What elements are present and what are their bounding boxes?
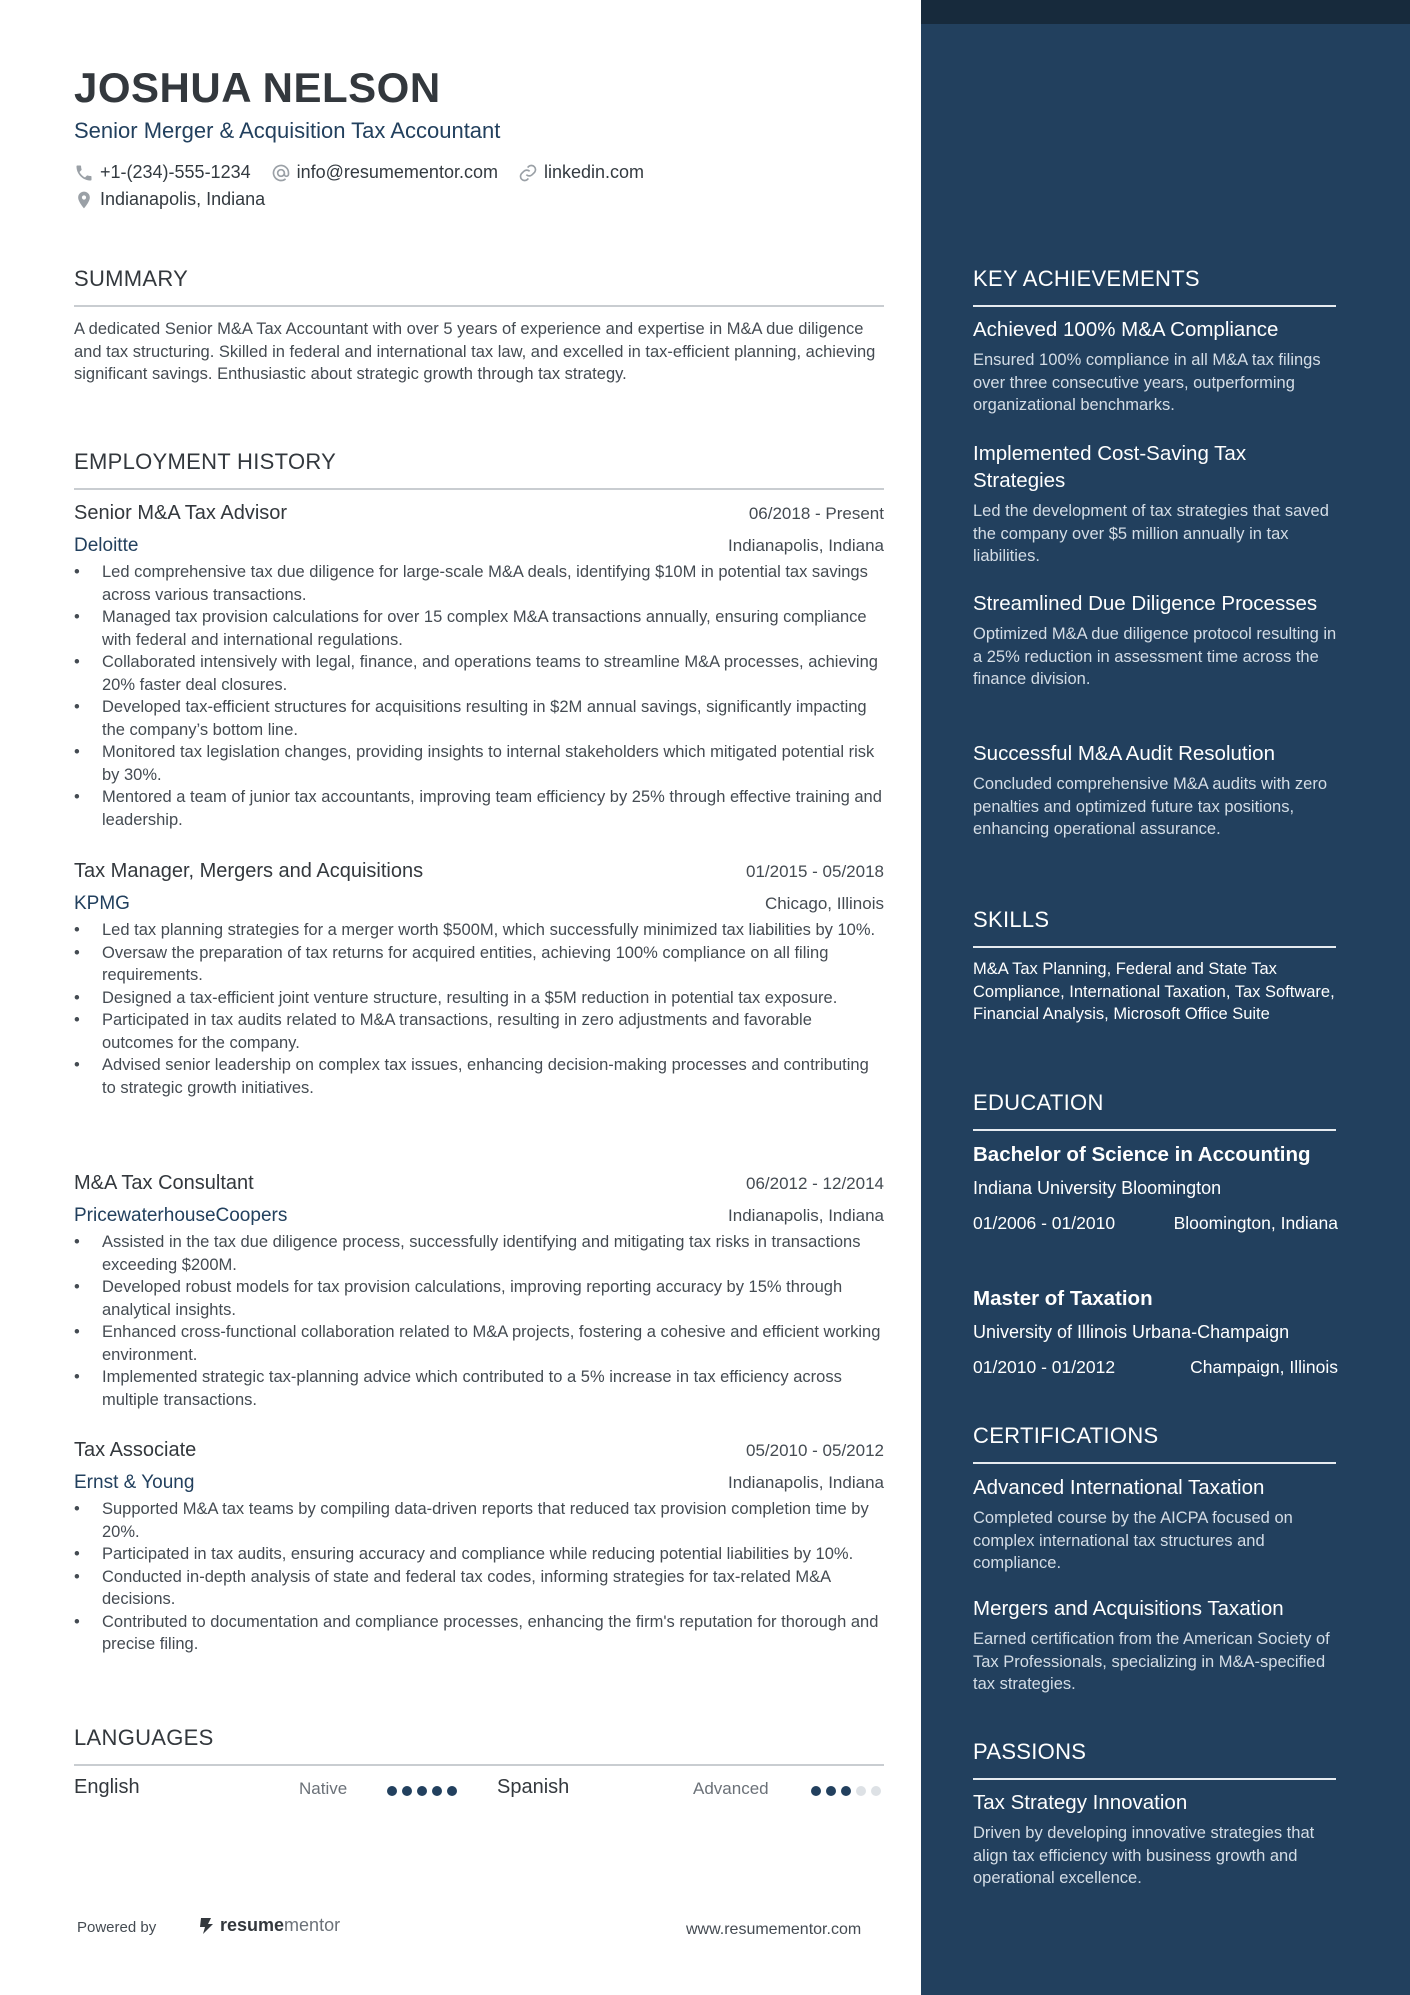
- job-date: 05/2010 - 05/2012: [745, 1441, 884, 1460]
- job-bullet: • Developed tax-efficient structures for acquisitions resulting in $2M annual savings, significantly impacting the company’s bottom line.: [74, 696, 884, 741]
- certifications-title: CERTIFICATIONS: [973, 1423, 1159, 1448]
- rating-dot-filled: [841, 1786, 851, 1796]
- certification-item: [973, 1595, 1338, 1696]
- rating-dot-filled: [447, 1786, 457, 1796]
- job-location: Indianapolis, Indiana: [728, 1473, 884, 1492]
- education-date: 01/2006 - 01/2010: [973, 1213, 1116, 1233]
- education-item: [973, 1141, 1338, 1234]
- job-bullet: • Collaborated intensively with legal, finance, and operations teams to streamline M&A processes, achieving 20% faster deal closures.: [74, 651, 884, 696]
- rating-dot-filled: [811, 1786, 821, 1796]
- job-company: KPMG: [74, 893, 130, 914]
- education-title: EDUCATION: [973, 1090, 1104, 1115]
- email-contact[interactable]: [271, 162, 498, 183]
- passion-item: [973, 1789, 1338, 1890]
- at-icon: [271, 163, 291, 183]
- skills-text: M&A Tax Planning, Federal and State Tax Compliance, International Taxation, Tax Software, Financial Analysis, Microsoft Office Suite: [973, 960, 1335, 1023]
- languages-title: LANGUAGES: [74, 1725, 214, 1750]
- achievement-text: Concluded comprehensive M&A audits with zero penalties and optimized future tax positions, enhancing operational assurance.: [973, 775, 1328, 838]
- linkedin-contact[interactable]: [518, 162, 644, 183]
- achievement-item: [973, 740, 1338, 841]
- job-company: PricewaterhouseCoopers: [74, 1205, 288, 1226]
- rating-dot-empty: [856, 1786, 866, 1796]
- certification-head: Advanced International Taxation: [973, 1476, 1265, 1499]
- rating-dot-empty: [871, 1786, 881, 1796]
- job-bullet: • Implemented strategic tax-planning advice which contributed to a 5% increase in tax efficiency across multiple transactions.: [74, 1366, 884, 1411]
- job-company: Deloitte: [74, 535, 139, 556]
- job-date: 06/2012 - 12/2014: [745, 1174, 884, 1193]
- achievements-title: KEY ACHIEVEMENTS: [973, 266, 1200, 291]
- education-divider: [973, 1129, 1336, 1131]
- job-entry: [74, 1172, 884, 1411]
- passions-title: PASSIONS: [973, 1739, 1087, 1764]
- location-text: Indianapolis, Indiana: [100, 189, 266, 209]
- job-bullets: [74, 919, 884, 1099]
- language-level: Advanced: [693, 1779, 769, 1798]
- summary-divider: [74, 305, 884, 307]
- achievement-text: Optimized M&A due diligence protocol resulting in a 25% reduction in assessment time across the finance division.: [973, 625, 1337, 688]
- email-text[interactable]: info@resumementor.com: [296, 162, 498, 182]
- achievement-head: Achieved 100% M&A Compliance: [973, 318, 1279, 341]
- contact-row: [74, 162, 664, 183]
- phone-contact: [74, 162, 251, 183]
- linkedin-text[interactable]: linkedin.com: [543, 162, 645, 182]
- rating-dot-filled: [432, 1786, 442, 1796]
- brand-bold: resume: [220, 1915, 285, 1935]
- education-location: Bloomington, Indiana: [1173, 1213, 1338, 1233]
- candidate-name: JOSHUA NELSON: [74, 64, 441, 111]
- summary-title: SUMMARY: [74, 266, 189, 291]
- job-entry: [74, 1439, 884, 1656]
- job-bullet: • Led comprehensive tax due diligence for large-scale M&A deals, identifying $10M in potential tax savings across various transactions.: [74, 561, 884, 606]
- certifications-divider: [973, 1462, 1336, 1464]
- job-title: Senior M&A Tax Advisor: [74, 502, 288, 524]
- location-pin-icon: [74, 190, 94, 210]
- employment-divider: [74, 488, 884, 490]
- job-bullet: • Oversaw the preparation of tax returns for acquired entities, achieving 100% compliance on all filing requirements.: [74, 942, 884, 987]
- achievement-item: [973, 440, 1338, 568]
- education-location: Champaign, Illinois: [1190, 1357, 1338, 1377]
- job-bullet: • Managed tax provision calculations for over 15 complex M&A transactions annually, ensuring compliance with federal and international regulations.: [74, 606, 884, 651]
- job-bullet: • Developed robust models for tax provision calculations, improving reporting accuracy by 15% through analytical insights.: [74, 1276, 884, 1321]
- job-bullets: [74, 561, 884, 831]
- rating-dot-filled: [402, 1786, 412, 1796]
- passion-head: Tax Strategy Innovation: [973, 1791, 1188, 1814]
- job-bullet: • Contributed to documentation and compliance processes, enhancing the firm's reputation for thorough and precise filing.: [74, 1611, 884, 1656]
- education-item: [973, 1285, 1338, 1378]
- powered-by-text: Powered by: [77, 1919, 157, 1936]
- job-bullet: • Conducted in-depth analysis of state and federal tax codes, informing strategies for tax-related M&A decisions.: [74, 1566, 884, 1611]
- sidebar: [921, 0, 1410, 1995]
- employment-title: EMPLOYMENT HISTORY: [74, 449, 337, 474]
- job-bullets: [74, 1498, 884, 1656]
- certification-head: Mergers and Acquisitions Taxation: [973, 1597, 1284, 1620]
- language-level: Native: [299, 1779, 348, 1798]
- language-name: Spanish: [497, 1776, 570, 1798]
- achievement-text: Led the development of tax strategies that saved the company over $5 million annually in tax liabilities.: [973, 502, 1329, 565]
- job-date: 06/2018 - Present: [748, 504, 884, 523]
- candidate-role: Senior Merger & Acquisition Tax Accountant: [74, 118, 501, 143]
- job-title: Tax Manager, Mergers and Acquisitions: [74, 860, 424, 882]
- skills-title: SKILLS: [973, 907, 1050, 932]
- location-row: [74, 189, 285, 210]
- location-contact: [74, 189, 265, 210]
- job-bullet: • Assisted in the tax due diligence process, successfully identifying and mitigating tax risks in transactions exceeding $200M.: [74, 1231, 884, 1276]
- job-date: 01/2015 - 05/2018: [745, 862, 884, 881]
- job-bullets: [74, 1231, 884, 1411]
- education-date: 01/2010 - 01/2012: [973, 1357, 1116, 1377]
- achievement-head: Implemented Cost-Saving Tax Strategies: [973, 442, 1247, 492]
- rating-dot-filled: [826, 1786, 836, 1796]
- language-rating: [387, 1786, 462, 1796]
- achievement-text: Ensured 100% compliance in all M&A tax filings over three consecutive years, outperforming organizational benchmarks.: [973, 351, 1321, 414]
- education-degree: Bachelor of Science in Accounting: [973, 1143, 1311, 1166]
- language-name: English: [74, 1776, 140, 1798]
- achievement-head: Streamlined Due Diligence Processes: [973, 592, 1318, 615]
- passions-divider: [973, 1778, 1336, 1780]
- skills-divider: [973, 946, 1336, 948]
- sidebar-top-bar: [921, 0, 1410, 24]
- achievement-item: [973, 590, 1338, 691]
- rating-dot-filled: [387, 1786, 397, 1796]
- job-bullet: • Mentored a team of junior tax accountants, improving team efficiency by 25% through effective training and leadership.: [74, 786, 884, 831]
- education-school: Indiana University Bloomington: [973, 1178, 1222, 1198]
- job-bullet: • Enhanced cross-functional collaboration related to M&A projects, fostering a cohesive and efficient working environment.: [74, 1321, 884, 1366]
- job-location: Chicago, Illinois: [764, 894, 884, 913]
- job-bullet: • Designed a tax-efficient joint venture structure, resulting in a $5M reduction in potential tax exposure.: [74, 987, 884, 1010]
- job-bullet: • Advised senior leadership on complex tax issues, enhancing decision-making processes and contributing to strategic growth initiatives.: [74, 1054, 884, 1099]
- summary-text: A dedicated Senior M&A Tax Accountant with over 5 years of experience and expertise in M&A due diligence and tax structuring. Skilled in federal and international tax law, and excelled in tax-efficient planning, achieving significant savings. Enthusiastic about strategic growth through tax strategy.: [74, 320, 876, 383]
- job-bullet: • Participated in tax audits, ensuring accuracy and compliance while reducing potential liabilities by 10%.: [74, 1543, 884, 1566]
- job-location: Indianapolis, Indiana: [728, 1206, 884, 1225]
- resumementor-logo-icon: [198, 1916, 216, 1936]
- brand-light: mentor: [284, 1915, 341, 1935]
- certification-item: [973, 1474, 1338, 1575]
- phone-text: +1-(234)-555-1234: [100, 162, 251, 182]
- link-icon: [518, 163, 538, 183]
- job-bullet: • Led tax planning strategies for a merger worth $500M, which successfully minimized tax liabilities by 10%.: [74, 919, 884, 942]
- rating-dot-filled: [417, 1786, 427, 1796]
- resumementor-logo[interactable]: [198, 1915, 340, 1936]
- job-bullet: • Participated in tax audits related to M&A transactions, resulting in zero adjustments and favorable outcomes for the company.: [74, 1009, 884, 1054]
- job-location: Indianapolis, Indiana: [728, 536, 884, 555]
- job-company: Ernst & Young: [74, 1472, 195, 1493]
- job-bullet: • Monitored tax legislation changes, providing insights to internal stakeholders which mitigated potential risk by 30%.: [74, 741, 884, 786]
- achievement-head: Successful M&A Audit Resolution: [973, 742, 1275, 765]
- job-title: M&A Tax Consultant: [74, 1172, 254, 1194]
- achievement-item: [973, 316, 1338, 417]
- job-entry: [74, 502, 884, 831]
- achievements-divider: [973, 305, 1336, 307]
- job-title: Tax Associate: [74, 1439, 197, 1461]
- passion-text: Driven by developing innovative strategies that align tax efficiency with business growth and operational excellence.: [973, 1824, 1315, 1887]
- certification-text: Earned certification from the American Society of Tax Professionals, specializing in M&A-specified tax strategies.: [973, 1630, 1330, 1693]
- certification-text: Completed course by the AICPA focused on complex international tax structures and compliance.: [973, 1509, 1293, 1572]
- language-rating: [811, 1786, 886, 1796]
- education-school: University of Illinois Urbana-Champaign: [973, 1322, 1290, 1342]
- phone-icon: [74, 163, 94, 183]
- education-degree: Master of Taxation: [973, 1287, 1153, 1310]
- website-link[interactable]: www.resumementor.com: [686, 1921, 862, 1938]
- job-entry: [74, 860, 884, 1099]
- job-bullet: • Supported M&A tax teams by compiling data-driven reports that reduced tax provision completion time by 20%.: [74, 1498, 884, 1543]
- languages-divider: [74, 1764, 884, 1766]
